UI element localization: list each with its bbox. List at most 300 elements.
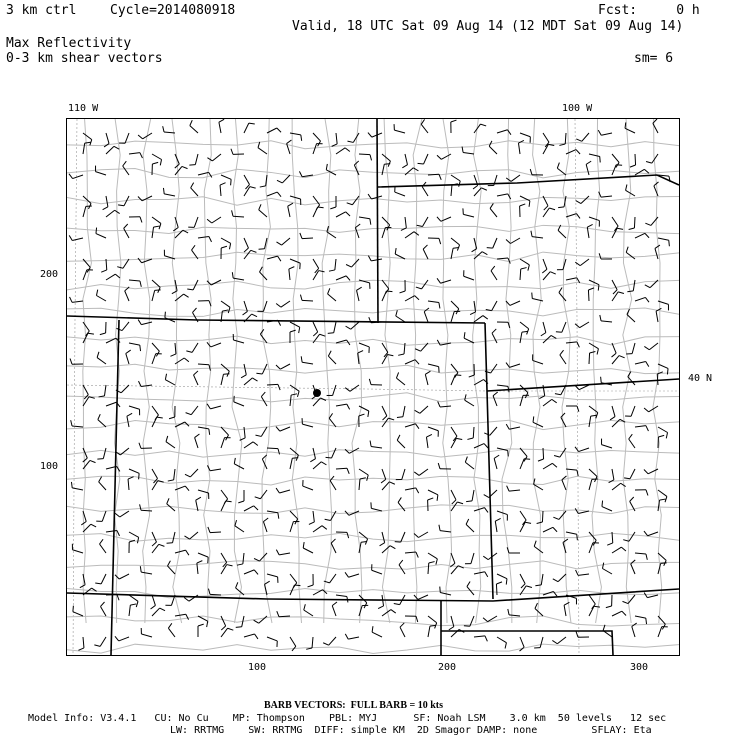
shear-barb — [623, 532, 635, 541]
shear-barb — [244, 634, 258, 639]
shear-barb — [276, 427, 290, 432]
shear-barb — [439, 525, 451, 532]
shear-barb — [303, 480, 313, 490]
county-line — [67, 449, 679, 457]
shear-barb — [381, 469, 386, 483]
shear-barb — [123, 161, 129, 175]
shear-barb — [635, 616, 647, 624]
shear-barb — [345, 385, 359, 391]
shear-barb — [399, 560, 405, 574]
shear-barb — [258, 142, 267, 154]
shear-barb — [207, 465, 221, 470]
shear-barb — [535, 603, 543, 616]
shear-barb — [380, 532, 385, 546]
shear-barb — [190, 120, 198, 133]
shear-barb — [106, 274, 120, 280]
shear-barb — [345, 572, 359, 577]
shear-barb — [470, 301, 475, 315]
shear-barb — [244, 506, 258, 511]
shear-barb — [189, 154, 198, 165]
shear-barb — [382, 482, 395, 490]
shear-barb — [233, 334, 244, 343]
shear-barb — [630, 154, 636, 167]
shear-barb — [635, 490, 648, 496]
shear-barb — [576, 632, 589, 638]
shear-barb — [219, 119, 224, 133]
shear-barb — [557, 163, 566, 175]
shear-barb — [106, 210, 120, 217]
shear-barb — [167, 498, 175, 511]
cycle-label: Cycle=2014080918 — [110, 3, 236, 18]
model-info-line1: Model Info: V3.4.1 CU: No Cu MP: Thompson PBL: MYJ SF: Noah LSM 3.0 km 50 levels 12 sec — [28, 713, 667, 724]
shear-barb — [99, 477, 106, 490]
shear-barb — [257, 301, 267, 311]
shear-barb — [631, 560, 636, 574]
shear-barb — [467, 427, 474, 439]
shear-barb — [336, 595, 348, 602]
shear-barb — [575, 447, 589, 452]
shear-barb — [165, 312, 175, 322]
shear-barb — [260, 175, 267, 187]
shear-barb — [195, 434, 200, 448]
shear-barb — [359, 478, 366, 490]
county-line — [83, 119, 92, 623]
shear-barb — [139, 443, 152, 449]
shear-barb — [396, 372, 405, 385]
shear-barb — [644, 343, 658, 350]
shear-barb — [438, 401, 451, 407]
shear-barb — [543, 463, 557, 469]
shear-barb — [535, 574, 543, 586]
shear-barb — [628, 372, 635, 385]
shear-barb — [371, 502, 382, 511]
shear-barb — [328, 322, 336, 333]
shear-barb — [83, 524, 96, 532]
shear-barb — [465, 457, 474, 469]
shear-barb — [428, 498, 434, 511]
shear-barb — [276, 550, 290, 555]
shear-barb — [244, 570, 258, 575]
shear-barb — [301, 356, 313, 364]
shear-barb — [428, 174, 441, 180]
shear-barb — [244, 175, 250, 189]
shear-barb — [600, 315, 612, 322]
shear-barb — [207, 217, 221, 223]
shear-barb — [332, 602, 337, 616]
shear-barb — [425, 371, 430, 385]
shear-barb — [606, 595, 612, 608]
shear-barb — [167, 561, 175, 574]
shear-barb — [486, 301, 497, 311]
shear-barb — [520, 268, 527, 280]
shear-barb — [129, 217, 142, 223]
shear-barb — [599, 192, 612, 197]
shear-barb — [328, 288, 336, 301]
shear-barb — [237, 553, 244, 565]
shear-barb — [451, 566, 464, 574]
shear-barb — [138, 196, 152, 201]
shear-barb — [497, 637, 506, 649]
shear-barb — [198, 624, 204, 637]
shear-barb — [168, 623, 175, 637]
shear-barb — [589, 351, 595, 364]
shear-barb — [244, 238, 248, 252]
shear-barb — [400, 623, 405, 637]
shear-barb — [336, 148, 350, 154]
shear-barb — [96, 228, 106, 238]
shear-barb — [346, 322, 359, 329]
county-line — [67, 561, 679, 569]
shear-barb — [487, 238, 497, 248]
shear-barb — [451, 238, 460, 251]
shear-barb — [576, 133, 589, 141]
shear-barb — [300, 295, 313, 301]
shear-barb — [421, 119, 428, 133]
model-info-line2: LW: RRTMG SW: RRTMG DIFF: simple KM 2D Smagor DAMP: none SFLAY: Eta — [170, 725, 652, 736]
shear-barb — [497, 130, 511, 135]
shear-barb — [462, 147, 474, 154]
shear-barb — [382, 610, 396, 616]
shear-barb — [152, 544, 164, 553]
shear-barb — [261, 392, 267, 406]
shear-barb — [644, 593, 658, 598]
shear-barb — [198, 427, 210, 435]
shear-barb — [465, 553, 474, 564]
shear-barb — [405, 296, 419, 301]
shear-barb — [198, 172, 212, 177]
shear-barb — [71, 482, 83, 490]
shear-barb — [221, 628, 233, 637]
shear-barb — [207, 154, 221, 161]
shear-barb — [330, 476, 336, 490]
shear-barb — [359, 414, 365, 427]
shear-barb — [507, 547, 520, 553]
county-line — [143, 119, 151, 623]
shear-barb — [554, 448, 566, 457]
shear-barb — [372, 626, 382, 637]
shear-barb — [467, 581, 474, 595]
shear-barb — [70, 359, 83, 365]
shear-barb — [644, 531, 658, 536]
shear-barb — [543, 399, 557, 406]
shear-barb — [622, 595, 635, 604]
shear-barb — [394, 124, 405, 133]
shear-barb — [543, 272, 556, 280]
county-line — [67, 616, 679, 626]
shear-barb — [115, 511, 129, 517]
shear-barb — [304, 604, 313, 616]
shear-barb — [417, 217, 428, 227]
field-title-2: 0-3 km shear vectors — [6, 51, 163, 66]
shear-barb — [287, 140, 292, 154]
shear-barb — [198, 364, 210, 371]
shear-barb — [602, 439, 612, 448]
shear-barb — [396, 310, 405, 322]
shear-barb — [196, 497, 201, 511]
shear-barb — [221, 616, 226, 630]
shear-barb — [520, 385, 528, 398]
shear-barb — [609, 469, 614, 483]
county-line — [443, 119, 452, 623]
lat-label-40n: 40 N — [688, 373, 713, 384]
shear-barb — [560, 350, 566, 364]
shear-barb — [326, 448, 336, 458]
shear-barb — [138, 133, 152, 139]
shear-barb — [541, 322, 546, 336]
shear-barb — [163, 188, 175, 196]
shear-barb — [484, 427, 497, 435]
shear-barb — [422, 182, 428, 196]
shear-barb — [428, 616, 437, 628]
x-tick-200: 200 — [438, 662, 457, 673]
shear-barb — [73, 606, 83, 616]
shear-barb — [323, 637, 336, 645]
shear-barb — [198, 236, 212, 241]
shear-barb — [598, 130, 612, 135]
x-tick-100: 100 — [248, 662, 267, 673]
county-line — [67, 280, 679, 290]
shear-barb — [644, 406, 658, 412]
shear-barb — [534, 637, 543, 648]
shear-barb — [151, 595, 156, 609]
lon-label-100w: 100 W — [562, 103, 593, 114]
shear-barb — [437, 217, 451, 222]
shear-barb — [405, 424, 419, 429]
shear-barb — [221, 501, 232, 511]
shear-barb — [563, 539, 568, 553]
field-title-1: Max Reflectivity — [6, 36, 132, 51]
shear-barb — [405, 488, 419, 493]
county-line — [232, 119, 242, 623]
shear-barb — [395, 186, 405, 196]
shear-barb — [474, 124, 486, 133]
shear-barb — [101, 602, 107, 616]
shear-barb — [300, 233, 313, 239]
smoothing-label: sm= 6 — [634, 51, 674, 66]
shear-barb — [129, 540, 135, 553]
shear-barb — [97, 448, 106, 459]
shear-barb — [576, 570, 589, 575]
shear-barb — [313, 322, 318, 336]
shear-barb — [129, 343, 141, 351]
shear-barb — [184, 532, 198, 539]
shear-barb — [531, 231, 543, 238]
shear-barb — [558, 225, 566, 238]
shear-barb — [106, 402, 120, 407]
shear-barb — [378, 595, 383, 609]
shear-barb — [221, 246, 227, 259]
shear-barb — [83, 448, 88, 462]
shear-barb — [221, 565, 233, 574]
shear-barb — [490, 203, 497, 217]
county-line — [67, 533, 679, 541]
shear-barb — [175, 550, 189, 555]
shear-barb — [168, 469, 175, 481]
shear-barb — [97, 352, 106, 364]
shear-barb — [437, 340, 451, 345]
shear-barb — [96, 511, 106, 521]
shear-barb — [474, 444, 488, 448]
shear-barb — [382, 228, 391, 238]
shear-barb — [165, 374, 175, 385]
shear-barb — [497, 322, 510, 328]
shear-barb — [94, 637, 106, 646]
shear-barb — [235, 520, 244, 532]
shear-barb — [329, 259, 336, 271]
shear-barb — [507, 486, 520, 491]
shear-barb — [330, 196, 336, 209]
shear-barb — [612, 611, 626, 616]
shear-barb — [289, 267, 294, 280]
state-line-ne-ks — [487, 379, 679, 391]
shear-barb — [129, 153, 142, 158]
shear-barb — [552, 637, 566, 644]
shear-barb — [395, 248, 405, 259]
shear-barb — [95, 574, 106, 584]
map-panel — [66, 118, 680, 656]
shear-barb — [493, 392, 498, 406]
shear-barb — [635, 297, 649, 302]
shear-barb — [426, 434, 431, 448]
shear-barb — [221, 364, 229, 377]
shear-barb — [72, 544, 83, 553]
shear-barb — [495, 518, 500, 532]
shear-barb — [451, 301, 459, 314]
shear-barb — [506, 238, 520, 244]
shear-barb — [635, 233, 649, 238]
shear-barb — [152, 608, 165, 616]
shear-barb — [70, 297, 83, 302]
shear-barb — [543, 196, 548, 210]
shear-barb — [221, 553, 227, 567]
shear-barb — [167, 532, 175, 543]
forecast-hour: Fcst: 0 h — [598, 3, 700, 18]
shear-barb — [128, 477, 134, 490]
shear-barb — [589, 469, 597, 482]
shear-barb — [188, 217, 198, 227]
shear-barb — [402, 154, 407, 168]
shear-barb — [428, 562, 435, 574]
shear-barb — [267, 192, 281, 197]
y-tick-100: 100 — [40, 461, 59, 472]
shear-barb — [175, 230, 188, 238]
shear-barb — [208, 589, 221, 595]
shear-barb — [612, 228, 623, 238]
shear-barb — [106, 146, 119, 154]
county-line — [533, 119, 542, 623]
shear-barb — [658, 499, 665, 511]
shear-barb — [277, 175, 290, 183]
shear-barb — [635, 362, 649, 367]
shear-barb — [336, 404, 350, 409]
shear-barb — [466, 519, 474, 532]
shear-barb — [418, 154, 428, 164]
y-tick-200: 200 — [40, 269, 59, 280]
shear-barb — [309, 511, 314, 524]
valid-time: Valid, 18 UTC Sat 09 Aug 14 (12 MDT Sat 09 Aug 14) — [292, 19, 684, 34]
run-label: 3 km ctrl — [6, 3, 77, 18]
shear-barb — [267, 448, 280, 454]
shear-barb — [345, 634, 359, 639]
shear-barb — [265, 581, 270, 595]
county-line — [67, 364, 679, 373]
shear-barb — [368, 133, 382, 138]
shear-barb — [629, 217, 635, 230]
shear-barb — [466, 490, 474, 502]
shear-barb — [464, 270, 474, 280]
shear-barb — [276, 488, 290, 493]
shear-barb — [474, 636, 487, 641]
shear-barb — [576, 196, 589, 204]
shear-barb — [397, 406, 405, 418]
shear-barb — [359, 154, 372, 160]
shear-barb — [78, 637, 84, 650]
shear-barb — [71, 420, 83, 427]
shear-barb — [267, 256, 281, 261]
shear-barb — [520, 522, 531, 532]
shear-barb — [624, 469, 635, 479]
shear-barb — [627, 309, 635, 322]
shear-barb — [587, 224, 592, 238]
shear-barb — [276, 301, 290, 307]
shear-barb — [126, 350, 131, 364]
shear-barb — [166, 436, 175, 448]
shear-barb — [170, 343, 176, 356]
shear-barb — [382, 406, 387, 420]
shear-barb — [254, 553, 267, 561]
shear-barb — [610, 406, 615, 420]
county-line — [382, 119, 390, 623]
shear-barb — [557, 259, 566, 270]
shear-barb — [313, 526, 327, 532]
shear-barb — [372, 564, 382, 574]
shear-barb — [129, 604, 136, 616]
shear-barb — [626, 343, 635, 354]
shear-barb — [382, 546, 395, 553]
shear-barb — [191, 183, 198, 196]
shear-barb — [96, 290, 106, 301]
shear-barb — [494, 455, 499, 469]
shear-barb — [288, 203, 293, 217]
shear-barb — [244, 442, 258, 448]
shear-barb — [140, 566, 152, 574]
shear-barb — [129, 280, 141, 287]
state-line-wy-east — [377, 119, 378, 323]
shear-barb — [208, 527, 221, 533]
shear-barb — [602, 501, 612, 511]
shear-barb — [612, 547, 626, 553]
shear-barb — [428, 301, 440, 308]
shear-barb — [438, 463, 451, 469]
shear-barb — [473, 175, 478, 189]
shear-barb — [244, 378, 258, 385]
shear-barb — [115, 636, 129, 641]
shear-barb — [414, 532, 428, 538]
shear-barb — [553, 511, 566, 519]
shear-barb — [586, 161, 591, 175]
shear-barb — [336, 276, 350, 281]
barb-legend: BARB VECTORS: FULL BARB = 10 kts — [264, 700, 443, 711]
shear-barb — [562, 476, 567, 490]
shear-barb — [520, 574, 525, 588]
county-line — [67, 644, 679, 653]
state-line-wy-co — [67, 316, 485, 323]
state-line-ut-co-west — [111, 320, 119, 655]
shear-barb — [428, 238, 441, 244]
shear-barb — [414, 469, 428, 475]
shear-barb — [326, 164, 336, 175]
county-line — [67, 308, 679, 316]
